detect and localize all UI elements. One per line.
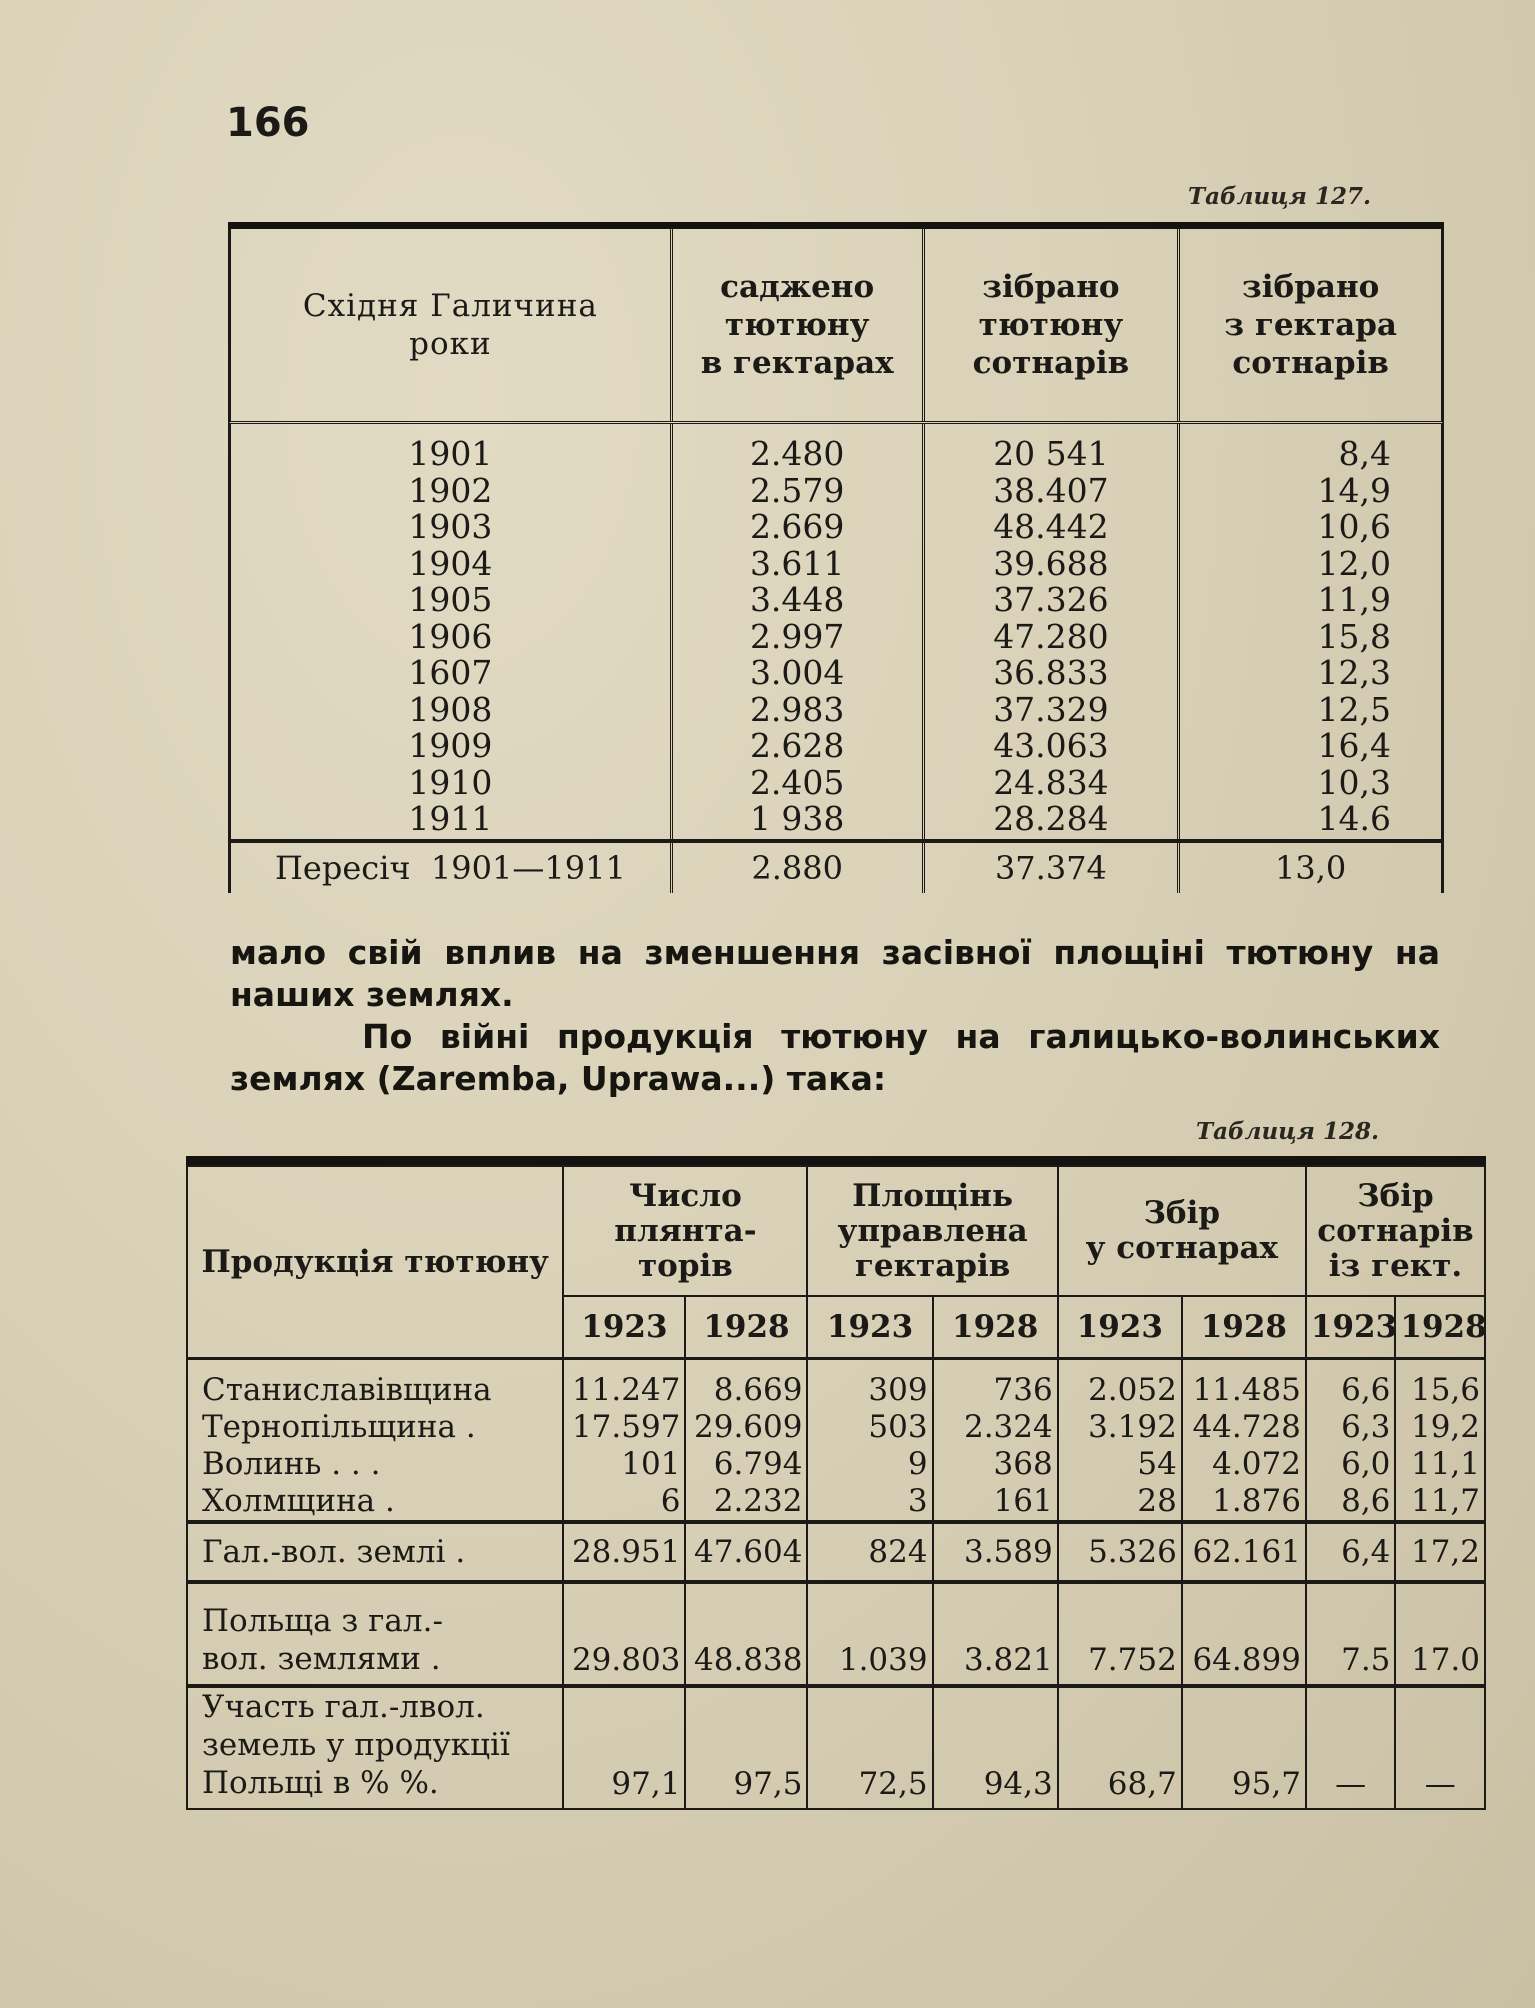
average-planted: 2.880 — [673, 843, 925, 893]
table-cell: 36.833 — [993, 653, 1109, 692]
table-cell: 24.834 — [993, 762, 1109, 802]
table-cell: 72,5 — [807, 1686, 932, 1809]
table-body — [228, 424, 1444, 839]
table-cell: 5.326 — [1058, 1522, 1182, 1582]
table-cell: 9 — [807, 1446, 932, 1483]
table-cell: 3.821 — [933, 1582, 1058, 1686]
table-cell: 19,2 — [1395, 1409, 1485, 1446]
table-cell: 1910 — [408, 762, 493, 802]
per-hectare-column — [1180, 424, 1441, 839]
table-top-rule — [228, 222, 1444, 229]
table-cell: 2.628 — [749, 726, 845, 765]
table-cell: 4.072 — [1182, 1446, 1306, 1483]
table-cell: 2.405 — [749, 762, 845, 802]
table-cell: 28.284 — [993, 799, 1109, 838]
year-header: 1928 — [933, 1296, 1058, 1359]
header-production: Продукція тютюну — [187, 1166, 563, 1359]
header-yield: Збір у сотнарах — [1058, 1166, 1306, 1296]
table-cell: 39.688 — [993, 543, 1109, 583]
table-cell: 37.329 — [993, 689, 1109, 729]
table-cell: 64.899 — [1182, 1582, 1306, 1686]
table-cell: 309 — [807, 1359, 932, 1410]
table-cell: 12,5 — [1317, 689, 1391, 729]
table-cell: 1909 — [408, 726, 493, 765]
table-cell: 824 — [807, 1522, 932, 1582]
table-cell: 48.442 — [993, 507, 1109, 546]
table-cell: 43.063 — [993, 726, 1109, 765]
table-127-caption: Таблиця 127. — [1188, 183, 1371, 210]
table-cell: 1 938 — [749, 799, 845, 838]
body-text — [230, 932, 1440, 1100]
header-yield-per-hectare: Збір сотнарів із гект. — [1306, 1166, 1485, 1296]
table-cell: 47.280 — [993, 616, 1109, 656]
table-cell: 15,8 — [1317, 616, 1391, 656]
table-cell: 2.052 — [1058, 1359, 1182, 1410]
table-header — [228, 229, 1444, 424]
table-cell: 14,9 — [1317, 470, 1391, 510]
table-127 — [228, 222, 1444, 893]
table-cell: 1607 — [408, 653, 493, 692]
table-row — [187, 1409, 1485, 1446]
years-column — [231, 424, 673, 839]
planted-column — [673, 424, 925, 839]
table-cell: 6,4 — [1306, 1522, 1396, 1582]
page-number: 166 — [226, 100, 310, 146]
table-cell: 11,1 — [1395, 1446, 1485, 1483]
table-cell: 3 — [807, 1483, 932, 1522]
table-cell: 1911 — [408, 799, 493, 838]
row-label: Участь гал.-лвол. земель у продукції Польщі в % %. — [187, 1686, 563, 1809]
table-cell: 29.803 — [563, 1582, 685, 1686]
table-cell: 6,3 — [1306, 1409, 1396, 1446]
poland-row — [187, 1582, 1485, 1686]
table-cell: 7.752 — [1058, 1582, 1182, 1686]
table-cell: 1905 — [408, 580, 493, 619]
row-label: Польща з гал.- вол. землями . — [187, 1582, 563, 1686]
table-cell: 15,6 — [1395, 1359, 1485, 1410]
paragraph-2: По війні продукція тютюну на галицько-волинських землях (Zaremba, Uprawa...) така: — [230, 1017, 1440, 1098]
table-cell: 2.579 — [749, 470, 845, 510]
table-cell: 3.448 — [749, 580, 845, 619]
table-top-rule — [186, 1156, 1486, 1165]
table-cell: 736 — [933, 1359, 1058, 1410]
table-cell: 29.609 — [685, 1409, 807, 1446]
table-cell: 7.5 — [1306, 1582, 1396, 1686]
table-cell: 17,2 — [1395, 1522, 1485, 1582]
table-cell: 48.838 — [685, 1582, 807, 1686]
table-cell: 101 — [563, 1446, 685, 1483]
table-cell: 8,6 — [1306, 1483, 1396, 1522]
table-row — [187, 1359, 1485, 1410]
year-header: 1923 — [563, 1296, 685, 1359]
table-cell: 28.951 — [563, 1522, 685, 1582]
table-cell: 16,4 — [1317, 726, 1391, 765]
table-cell: 38.407 — [993, 470, 1109, 510]
table-cell: 68,7 — [1058, 1686, 1182, 1809]
table-cell: 37.326 — [993, 580, 1109, 619]
table-cell: 95,7 — [1182, 1686, 1306, 1809]
header-planted: саджено тютюну в гектарах — [673, 229, 925, 421]
table-cell: 97,5 — [685, 1686, 807, 1809]
average-harvested: 37.374 — [925, 843, 1181, 893]
table-cell: 161 — [933, 1483, 1058, 1522]
share-row — [187, 1686, 1485, 1809]
table-cell: 1904 — [408, 543, 493, 583]
table-cell: 12,0 — [1317, 543, 1391, 583]
table-cell: 6 — [563, 1483, 685, 1522]
table-cell: 1.039 — [807, 1582, 932, 1686]
table-cell: 2.669 — [749, 507, 845, 546]
row-label: Холмщина . — [187, 1483, 563, 1522]
table-cell: 10,3 — [1317, 762, 1391, 802]
table-cell: 94,3 — [933, 1686, 1058, 1809]
header-harvested: зібрано тютюну сотнарів — [925, 229, 1181, 421]
table-cell: 2.997 — [749, 616, 845, 656]
table-cell: 6.794 — [685, 1446, 807, 1483]
table-cell: 11.485 — [1182, 1359, 1306, 1410]
table-cell: — — [1395, 1686, 1485, 1809]
table-cell: 3.192 — [1058, 1409, 1182, 1446]
table-cell: 6,0 — [1306, 1446, 1396, 1483]
table-cell: 97,1 — [563, 1686, 685, 1809]
table-cell: 1908 — [408, 689, 493, 729]
table-cell: 17.597 — [563, 1409, 685, 1446]
table-cell: 11,7 — [1395, 1483, 1485, 1522]
row-label: Гал.-вол. землі . — [187, 1522, 563, 1582]
table-cell: 2.480 — [749, 434, 845, 473]
table-row — [187, 1483, 1485, 1522]
table-cell: 6,6 — [1306, 1359, 1396, 1410]
table-cell: 62.161 — [1182, 1522, 1306, 1582]
year-header: 1928 — [1395, 1296, 1485, 1359]
average-row — [228, 839, 1444, 893]
header-planters: Число плянта- торів — [563, 1166, 807, 1296]
paragraph-1: мало свій вплив на зменшення засівної площіні тютюну на наших землях. — [230, 933, 1440, 1014]
table-cell: 1902 — [408, 470, 493, 510]
table-cell: 10,6 — [1317, 507, 1391, 546]
table-cell: 503 — [807, 1409, 932, 1446]
table-cell: 47.604 — [685, 1522, 807, 1582]
table-cell: 20 541 — [993, 434, 1109, 473]
table-cell: 1901 — [408, 434, 493, 473]
average-label: Пересіч 1901—1911 — [231, 843, 673, 893]
year-header: 1928 — [685, 1296, 807, 1359]
table-cell: 11.247 — [563, 1359, 685, 1410]
table-cell: 3.589 — [933, 1522, 1058, 1582]
table-cell: 1906 — [408, 616, 493, 656]
year-header: 1923 — [1058, 1296, 1182, 1359]
table-128 — [186, 1156, 1486, 1810]
year-header: 1923 — [1306, 1296, 1396, 1359]
table-cell: 1903 — [408, 507, 493, 546]
table-128-caption: Таблиця 128. — [1196, 1118, 1379, 1145]
table-cell: 54 — [1058, 1446, 1182, 1483]
table-cell: 2.324 — [933, 1409, 1058, 1446]
total-row — [187, 1522, 1485, 1582]
table-cell: 3.004 — [749, 653, 845, 692]
row-label: Станиславівщина — [187, 1359, 563, 1410]
table-cell: 17.0 — [1395, 1582, 1485, 1686]
table-cell: 44.728 — [1182, 1409, 1306, 1446]
harvested-column — [925, 424, 1181, 839]
header-region-years: Східня Галичина роки — [231, 229, 673, 421]
table-cell: 2.232 — [685, 1483, 807, 1522]
table-cell: 11,9 — [1317, 580, 1391, 619]
row-label: Волинь . . . — [187, 1446, 563, 1483]
table-cell: — — [1306, 1686, 1396, 1809]
table-cell: 12,3 — [1317, 653, 1391, 692]
average-per-hectare: 13,0 — [1275, 849, 1347, 887]
table-row — [187, 1446, 1485, 1483]
table-cell: 3.611 — [749, 543, 845, 583]
year-header: 1928 — [1182, 1296, 1306, 1359]
table-cell: 368 — [933, 1446, 1058, 1483]
row-label: Тернопільщина . — [187, 1409, 563, 1446]
year-header: 1923 — [807, 1296, 932, 1359]
table-cell: 8.669 — [685, 1359, 807, 1410]
table-cell: 14.6 — [1317, 799, 1391, 838]
table-cell: 1.876 — [1182, 1483, 1306, 1522]
table-cell: 8,4 — [1338, 434, 1391, 473]
table-cell: 2.983 — [749, 689, 845, 729]
header-area: Площінь управлена гектарів — [807, 1166, 1057, 1296]
table-cell: 28 — [1058, 1483, 1182, 1522]
header-per-hectare: зібрано з гектара сотнарів — [1224, 269, 1398, 381]
